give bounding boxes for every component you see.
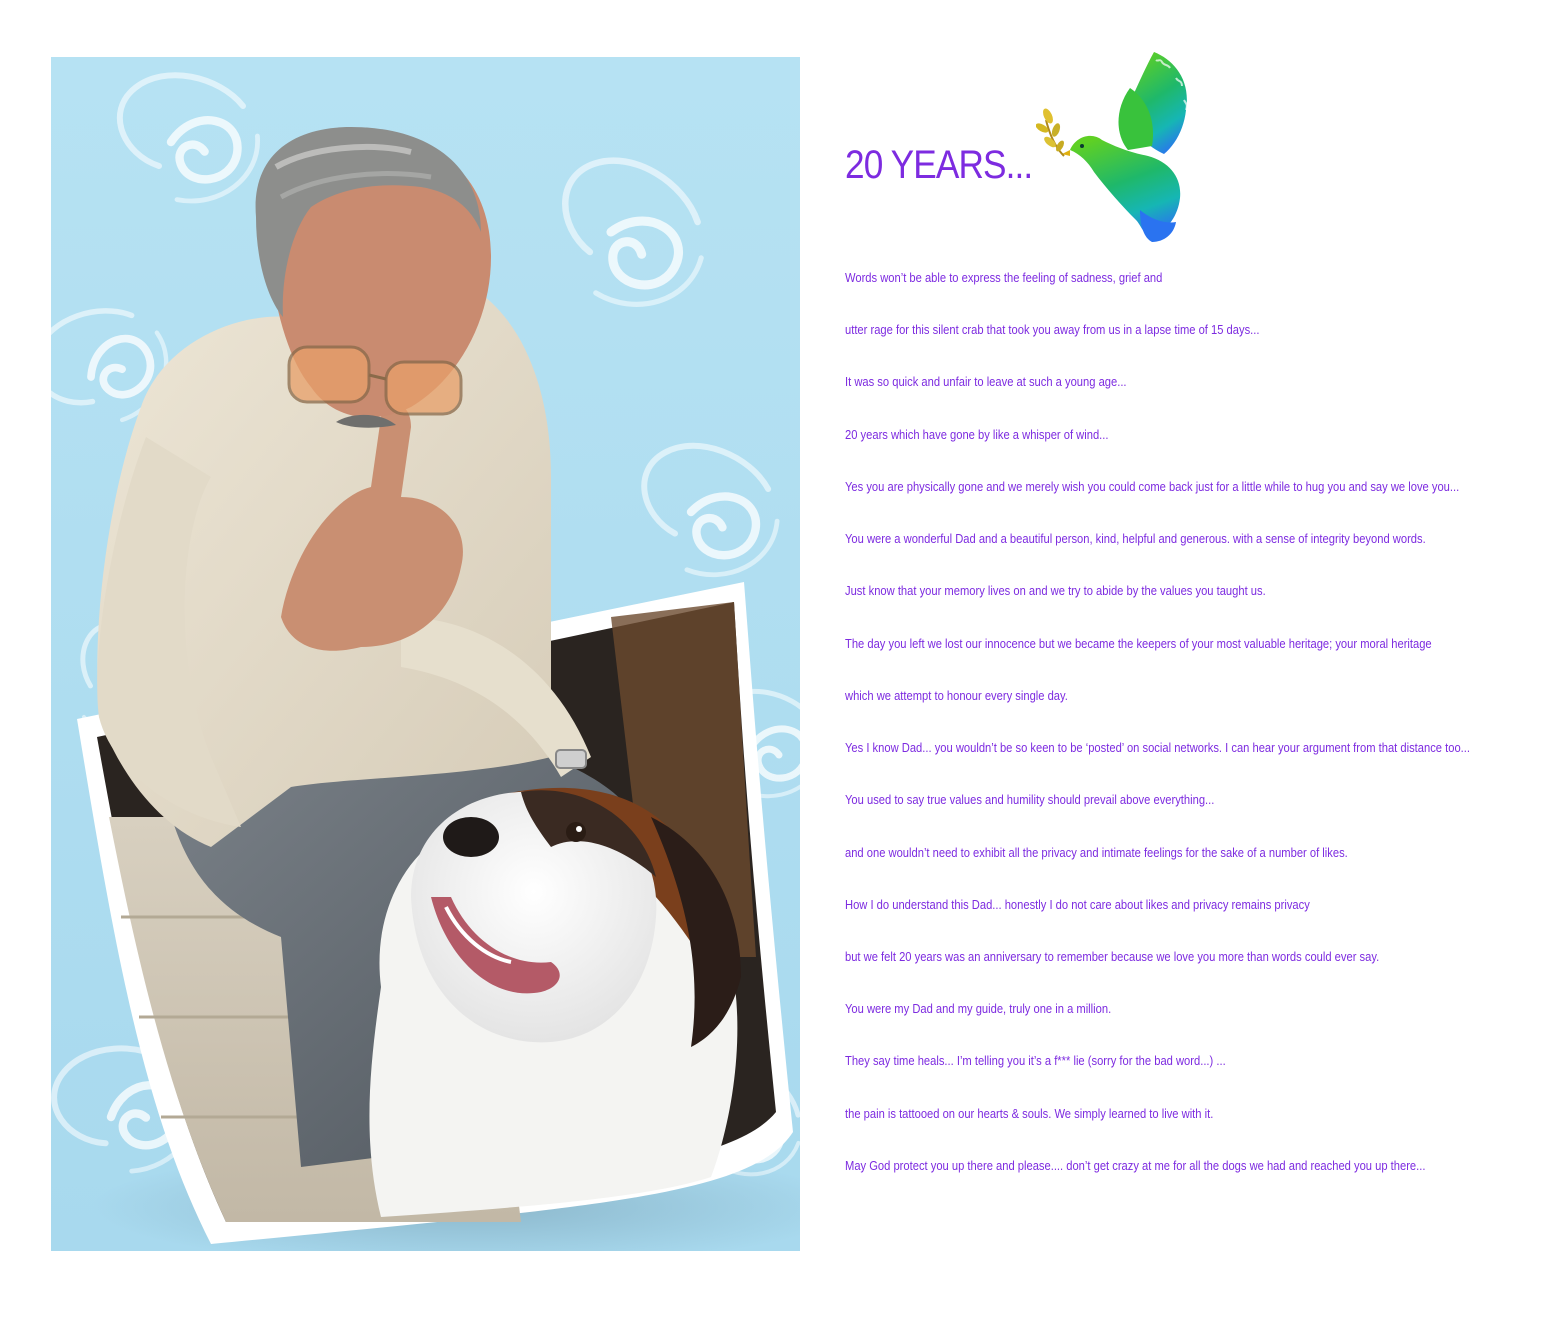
- message-line: and one wouldn’t need to exhibit all the privacy and intimate feelings for the sake of a number of likes.: [845, 845, 1348, 860]
- message-line: Just know that your memory lives on and we try to abide by the values you taught us.: [845, 583, 1266, 598]
- memorial-photo-panel: [51, 57, 800, 1251]
- message-line: Words won’t be able to express the feeling of sadness, grief and: [845, 270, 1163, 285]
- message-line: 20 years which have gone by like a whisper of wind...: [845, 427, 1109, 442]
- dog-nose: [443, 817, 499, 857]
- message-line: How I do understand this Dad... honestly I do not care about likes and privacy remains privacy: [845, 897, 1310, 912]
- message-line: It was so quick and unfair to leave at such a young age...: [845, 374, 1127, 389]
- message-line: You were a wonderful Dad and a beautiful person, kind, helpful and generous. with a sense of integrity beyond words.: [845, 531, 1426, 546]
- message-line: the pain is tattooed on our hearts & souls. We simply learned to live with it.: [845, 1106, 1214, 1121]
- message-line: utter rage for this silent crab that took you away from us in a lapse time of 15 days...: [845, 322, 1260, 337]
- message-line: which we attempt to honour every single day.: [845, 688, 1068, 703]
- page-title: 20 YEARS...: [845, 143, 1033, 187]
- message-line: Yes I know Dad... you wouldn’t be so keen to be ‘posted’ on social networks. I can hear your argument from that distance too...: [845, 740, 1470, 755]
- photo-collage: [51, 57, 800, 1251]
- message-line: You used to say true values and humility should prevail above everything...: [845, 792, 1215, 807]
- message-line: May God protect you up there and please.... don’t get crazy at me for all the dogs we had and reached you up there...: [845, 1158, 1426, 1173]
- wristwatch: [556, 750, 586, 768]
- dove-with-olive-branch-icon: [1036, 50, 1196, 246]
- message-line: You were my Dad and my guide, truly one in a million.: [845, 1001, 1112, 1016]
- message-line: They say time heals... I’m telling you it’s a f*** lie (sorry for the bad word...) ...: [845, 1053, 1226, 1068]
- message-line: Yes you are physically gone and we merely wish you could come back just for a little while to hug you and say we love you...: [845, 479, 1460, 494]
- message-line: The day you left we lost our innocence but we became the keepers of your most valuable heritage; your moral heritage: [845, 636, 1432, 651]
- dog-eye: [566, 822, 586, 842]
- title-row: [845, 143, 1058, 193]
- message-line: but we felt 20 years was an anniversary to remember because we love you more than words could ever say.: [845, 949, 1380, 964]
